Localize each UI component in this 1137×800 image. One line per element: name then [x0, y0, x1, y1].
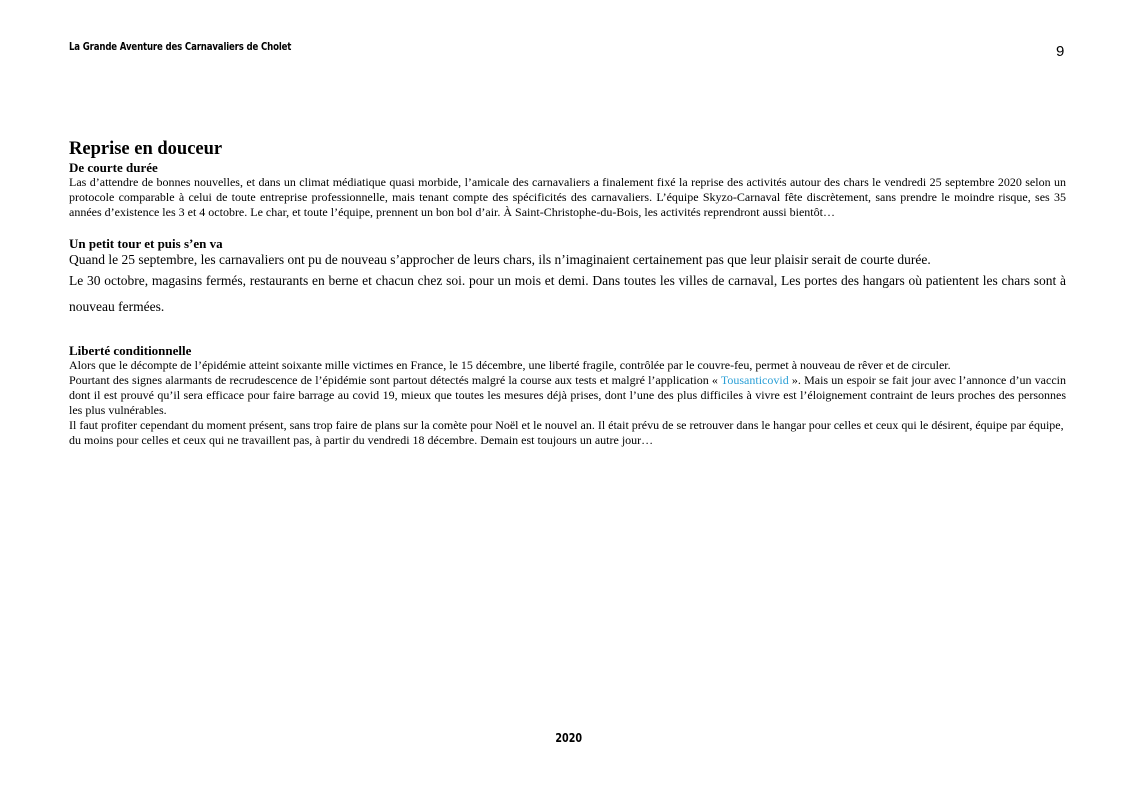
footer-year	[0, 731, 1137, 745]
subheading-de-courte-duree: De courte durée	[69, 160, 158, 175]
running-header-title: La Grande Aventure des Carnavaliers de Cholet	[69, 40, 292, 53]
spacer	[69, 220, 1066, 236]
page-body	[69, 138, 1066, 448]
paragraph-de-courte-duree: Las d’attendre de bonnes nouvelles, et dans un climat médiatique quasi morbide, l’amicale des carnavaliers a finalement fixé la reprise des activités autour des chars le vendredi 25 septembre 2020 selon un protocole comparable à celui de toute entreprise professionnelle, mais tenant compte des spécificités des carnavaliers. L’équipe Skyzo-Carnaval fête discrètement, sans prendre le moindre risque, ses 35 années d’existence les 3 et 4 octobre. Le char, et toute l’équipe, prennent un bon bol d’air. À Saint-Christophe-du-Bois, les activités reprendront aussi bientôt…	[69, 175, 1066, 219]
footer-year-label: 2020	[555, 731, 582, 745]
subheading-un-petit-tour: Un petit tour et puis s’en va	[69, 236, 223, 251]
subheading-liberte-conditionnelle: Liberté conditionnelle	[69, 343, 192, 358]
spacer	[69, 320, 1066, 343]
paragraph-liberte-1: Alors que le décompte de l’épidémie atteint soixante mille victimes en France, le 15 décembre, une liberté fragile, contrôlée par le couvre-feu, permet à nouveau de rêver et de circuler.	[69, 358, 951, 372]
paragraph-un-petit-tour-1: Quand le 25 septembre, les carnavaliers ont pu de nouveau s’approcher de leurs chars, ils n’imaginaient certainement pas que leur plaisir serait de courte durée.	[69, 252, 931, 267]
paragraph-liberte-2-after: ». Mais un espoir se fait jour avec l’annonce d’un vaccin dont il est prouvé qu’il sera efficace pour faire barrage au covid 19, mieux que toutes les mesures déjà prises, dont l’une des plus difficiles à vivre est l’éloignement contraint de leurs proches des personnes les plus vulnérables.	[69, 373, 1066, 417]
paragraph-liberte-2-before: Pourtant des signes alarmants de recrudescence de l’épidémie sont partout détectés malgré la course aux tests et malgré l’application «	[69, 373, 721, 387]
paragraph-liberte-3: Il faut profiter cependant du moment présent, sans trop faire de plans sur la comète pour Noël et le nouvel an. Il était prévu de se retrouver dans le hangar pour celles et ceux qui le désirent, équipe par équipe, du moins pour celles et ceux qui ne travaillent pas, à partir du vendredi 18 décembre. Demain est toujours un autre jour…	[69, 418, 1064, 447]
tousanticovid-link[interactable]: Tousanticovid	[720, 373, 789, 387]
paragraph-un-petit-tour-2: Le 30 octobre, magasins fermés, restaurants en berne et chacun chez soi. pour un mois et demi. Dans toutes les villes de carnaval, Les portes des hangars où patientent les chars sont à nouveau fermées.	[69, 273, 1066, 314]
section-title: Reprise en douceur	[69, 139, 223, 159]
paragraph-liberte-2	[69, 373, 1066, 418]
page-number: 9	[1056, 43, 1065, 60]
